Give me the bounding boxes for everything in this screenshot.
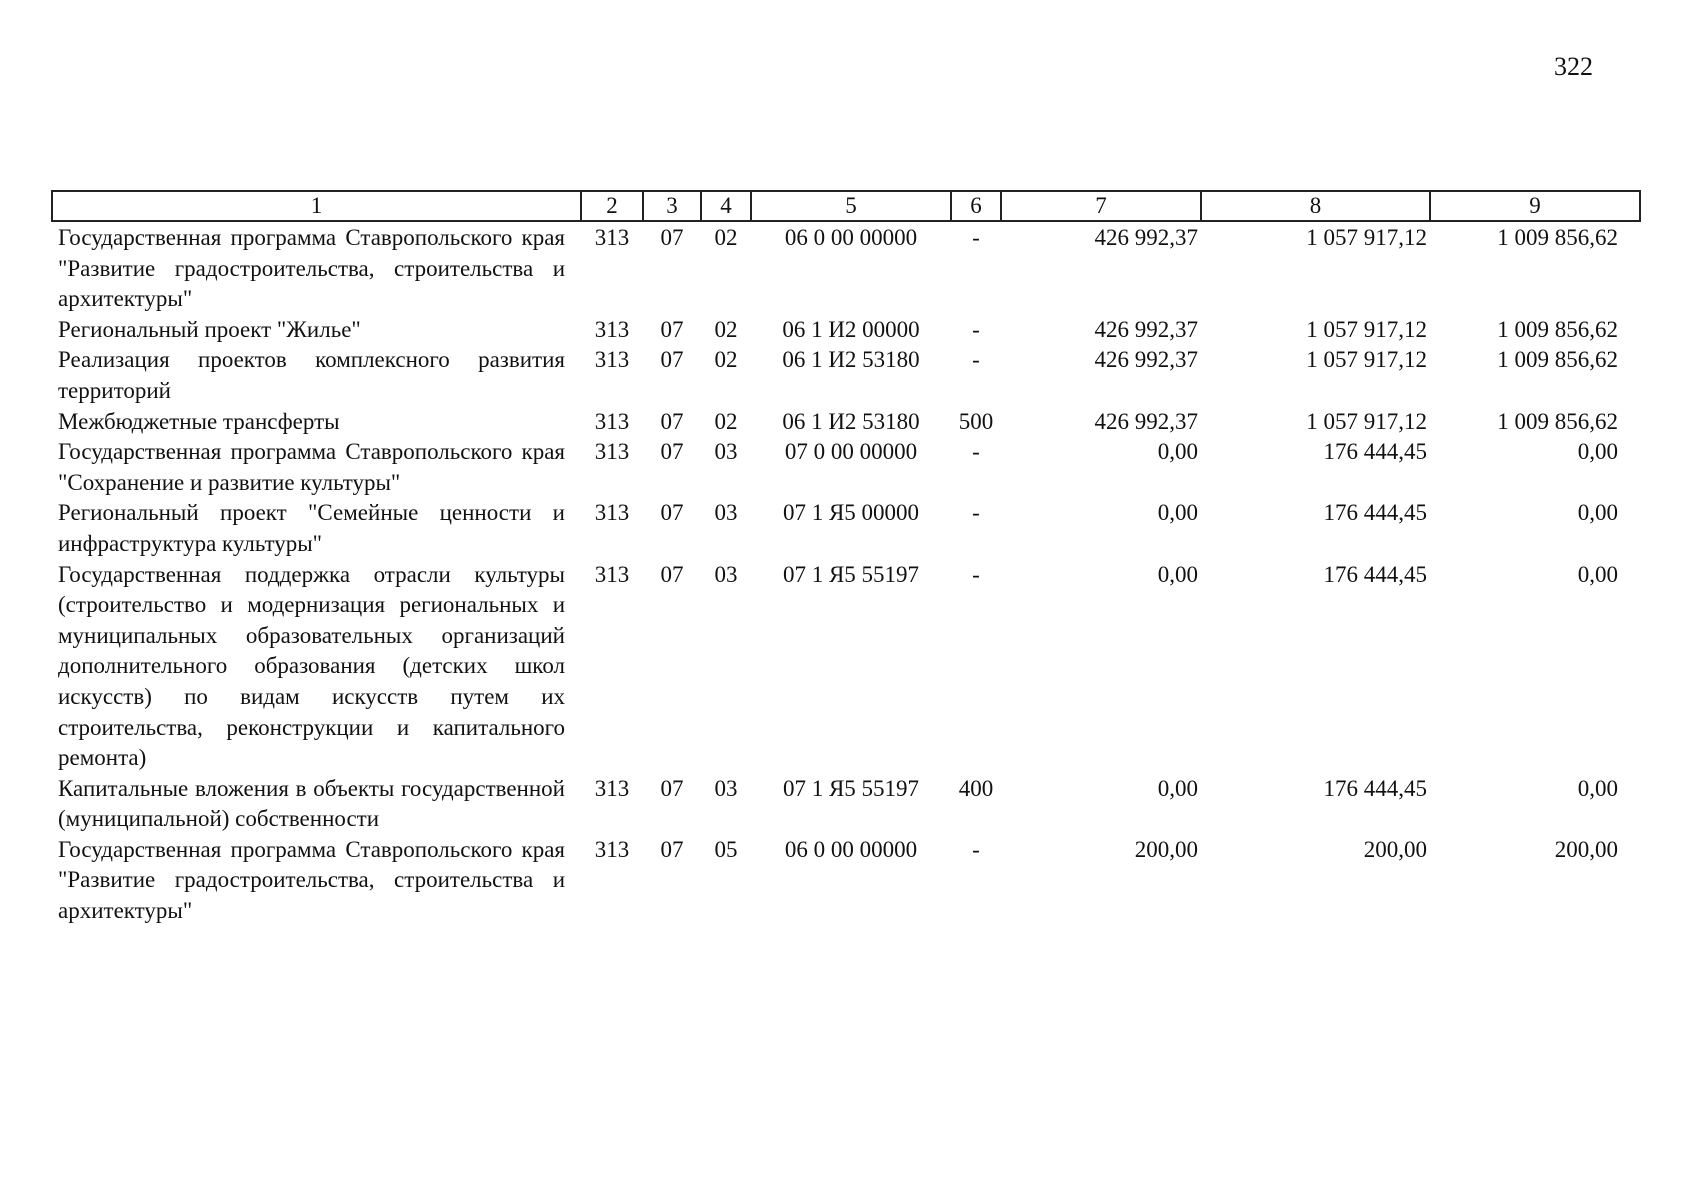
header-col-7: 7 [1001, 191, 1201, 221]
row-code-4: 02 [714, 225, 738, 250]
row-name: Межбюджетные трансферты [58, 408, 340, 434]
table-body [52, 221, 1640, 927]
row-value-8: 176 444,45 [1323, 500, 1427, 526]
row-code-3: 07 [660, 500, 684, 526]
table-row [52, 315, 1640, 346]
row-code-5: 07 1 Я5 00000 [782, 500, 920, 526]
row-value-7: 426 992,37 [1094, 408, 1198, 434]
row-code-3: 07 [660, 439, 684, 465]
row-value-7: 426 992,37 [1094, 347, 1198, 373]
header-col-4: 4 [701, 191, 751, 221]
row-name: Региональный проект "Семейные ценности и инфраструктура культуры" [58, 500, 565, 556]
table-row [52, 498, 1640, 559]
row-code-2: 313 [594, 347, 630, 373]
header-col-1: 1 [52, 191, 581, 221]
row-value-7: 200,00 [1134, 836, 1198, 862]
row-code-3: 07 [660, 347, 684, 373]
header-col-3: 3 [643, 191, 701, 221]
row-value-9: 1 009 856,62 [1497, 408, 1618, 434]
row-code-6: 500 [958, 408, 994, 434]
budget-table [51, 190, 1641, 927]
row-code-2: 313 [594, 775, 630, 801]
row-code-6: - [972, 836, 980, 862]
row-name: Государственная программа Ставропольского края "Сохранение и развитие культуры" [58, 439, 565, 495]
row-code-6: - [972, 347, 980, 373]
row-code-4: 03 [714, 775, 738, 801]
table-row [52, 437, 1640, 498]
page-number: 322 [1554, 52, 1593, 81]
row-code-2: 313 [594, 561, 630, 587]
header-col-6: 6 [951, 191, 1001, 221]
row-value-8: 1 057 917,12 [1306, 225, 1427, 250]
row-code-3: 07 [660, 408, 684, 434]
row-code-4: 02 [714, 316, 738, 342]
row-name: Государственная программа Ставропольского края "Развитие градостроительства, строительства и архитектуры" [58, 225, 565, 312]
row-code-2: 313 [594, 836, 630, 862]
row-code-2: 313 [594, 316, 630, 342]
row-value-9: 1 009 856,62 [1497, 225, 1618, 250]
table-header [52, 191, 1640, 221]
table-row [52, 345, 1640, 406]
row-value-8: 1 057 917,12 [1306, 408, 1427, 434]
header-col-8: 8 [1201, 191, 1430, 221]
row-code-5: 06 1 И2 00000 [782, 316, 920, 342]
row-code-4: 03 [714, 561, 738, 587]
table-row [52, 407, 1640, 438]
row-code-6: - [972, 316, 980, 342]
row-value-9: 200,00 [1554, 836, 1618, 862]
header-col-5: 5 [751, 191, 951, 221]
row-code-4: 03 [714, 500, 738, 526]
table-row [52, 774, 1640, 835]
row-value-9: 0,00 [1577, 775, 1618, 801]
row-value-8: 176 444,45 [1323, 561, 1427, 587]
row-code-4: 05 [714, 836, 738, 862]
row-code-6: - [972, 561, 980, 587]
table-row [52, 560, 1640, 774]
row-value-9: 0,00 [1577, 561, 1618, 587]
row-name: Государственная программа Ставропольского края "Развитие градостроительства, строительства и архитектуры" [58, 836, 565, 924]
row-code-6: - [972, 225, 980, 250]
header-col-9: 9 [1430, 191, 1640, 221]
row-value-7: 0,00 [1157, 561, 1198, 587]
row-code-3: 07 [660, 561, 684, 587]
row-code-5: 07 1 Я5 55197 [782, 561, 920, 587]
row-value-8: 176 444,45 [1323, 439, 1427, 465]
row-code-3: 07 [660, 316, 684, 342]
row-code-3: 07 [660, 225, 684, 250]
row-name: Капитальные вложения в объекты государственной (муниципальной) собственности [58, 775, 565, 832]
row-value-8: 1 057 917,12 [1306, 347, 1427, 373]
row-name: Государственная поддержка отрасли культуры (строительство и модернизация региональных и муниципальных образовательных организаций дополнительного образования (детских школ искусств) по видам искусств путем их строительства, реконструкции и капитального ремонта) [58, 561, 565, 771]
row-code-6: 400 [958, 775, 994, 801]
row-code-3: 07 [660, 775, 684, 801]
row-code-4: 02 [714, 347, 738, 373]
row-value-9: 1 009 856,62 [1497, 347, 1618, 373]
header-row [52, 191, 1640, 221]
row-name: Региональный проект "Жилье" [58, 316, 361, 342]
table-row [52, 221, 1640, 315]
row-value-8: 200,00 [1363, 836, 1427, 862]
row-value-7: 0,00 [1157, 439, 1198, 465]
row-code-2: 313 [594, 439, 630, 465]
row-code-5: 06 0 00 00000 [784, 836, 918, 862]
row-value-8: 176 444,45 [1323, 775, 1427, 801]
row-code-5: 06 1 И2 53180 [782, 408, 920, 434]
row-value-8: 1 057 917,12 [1306, 316, 1427, 342]
row-value-7: 426 992,37 [1094, 225, 1198, 250]
table-row [52, 835, 1640, 927]
row-code-2: 313 [594, 408, 630, 434]
row-value-7: 426 992,37 [1094, 316, 1198, 342]
row-code-6: - [972, 500, 980, 526]
row-code-5: 06 1 И2 53180 [782, 347, 920, 373]
row-code-5: 07 1 Я5 55197 [782, 775, 920, 801]
row-code-2: 313 [594, 225, 630, 250]
row-name: Реализация проектов комплексного развития территорий [58, 347, 565, 403]
row-value-9: 1 009 856,62 [1497, 316, 1618, 342]
row-code-2: 313 [594, 500, 630, 526]
row-code-6: - [972, 439, 980, 465]
header-col-2: 2 [581, 191, 643, 221]
row-code-5: 07 0 00 00000 [784, 439, 918, 465]
row-value-7: 0,00 [1157, 775, 1198, 801]
row-code-4: 02 [714, 408, 738, 434]
row-code-3: 07 [660, 836, 684, 862]
row-code-5: 06 0 00 00000 [784, 225, 918, 250]
row-value-9: 0,00 [1577, 439, 1618, 465]
row-value-7: 0,00 [1157, 500, 1198, 526]
row-code-4: 03 [714, 439, 738, 465]
row-value-9: 0,00 [1577, 500, 1618, 526]
